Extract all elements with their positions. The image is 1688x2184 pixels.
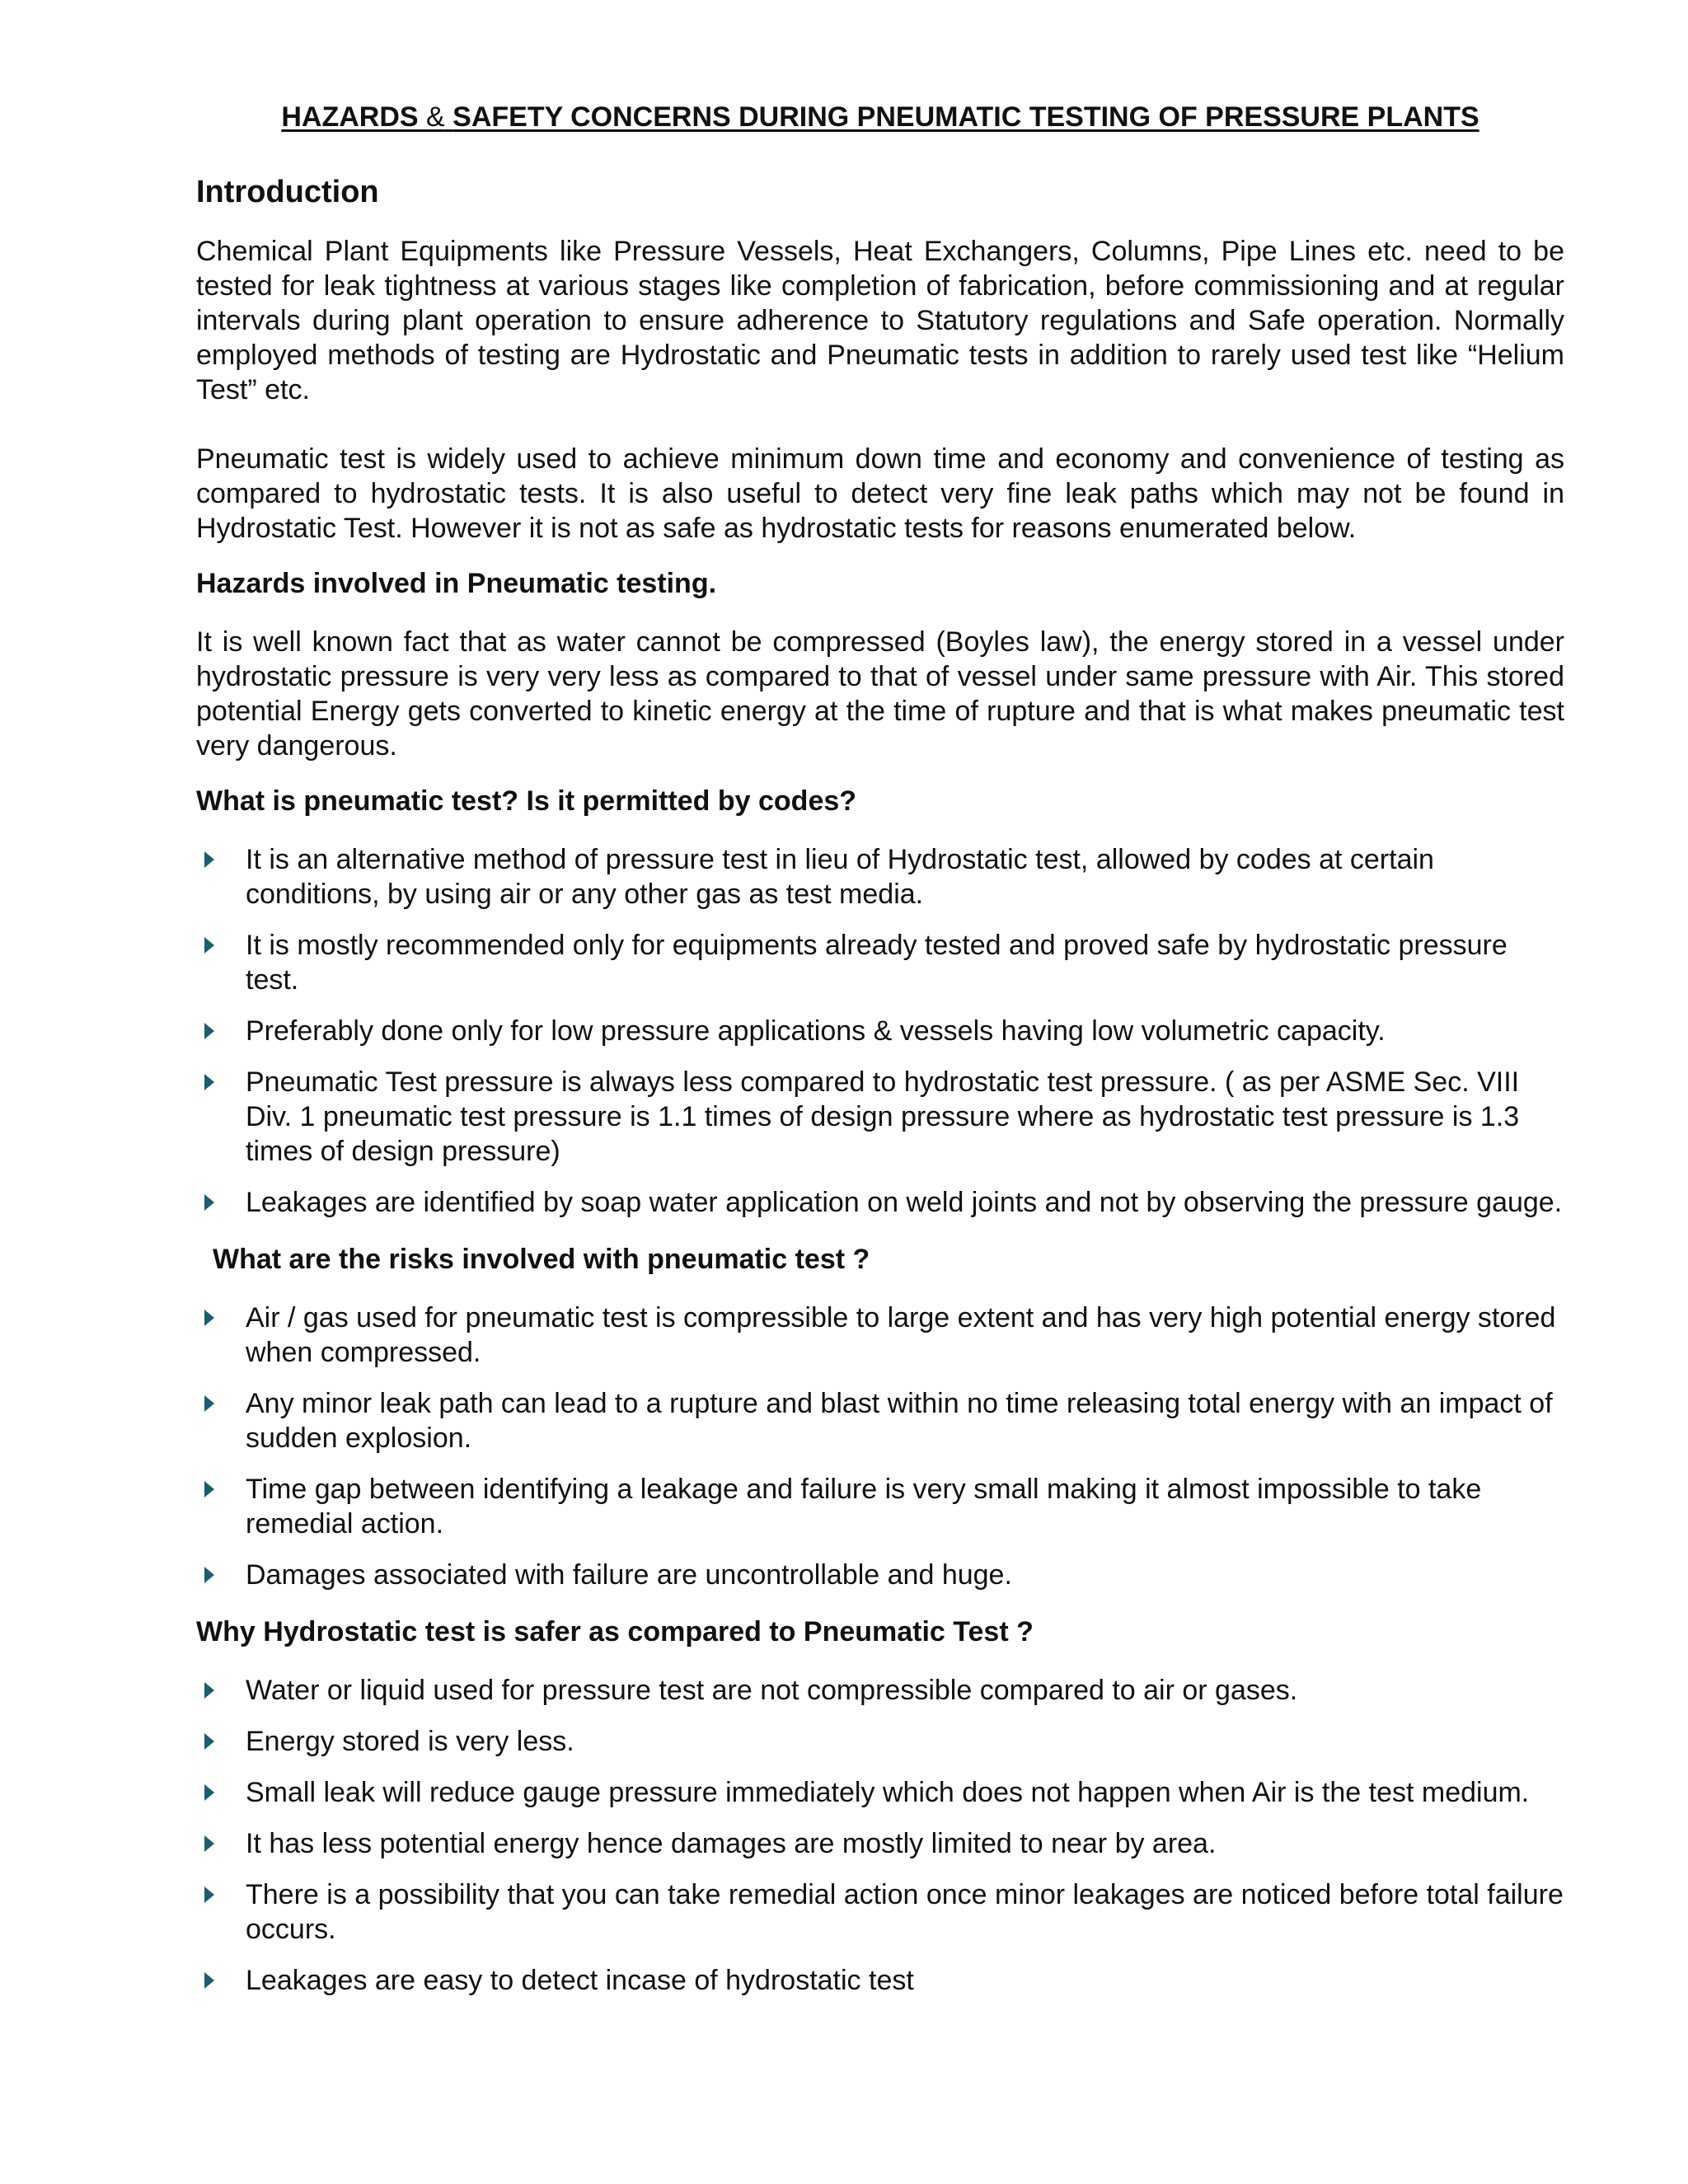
list-item (196, 1775, 1564, 1810)
list-item-text: Energy stored is very less. (246, 1726, 574, 1757)
triangle-right-icon (204, 1784, 214, 1801)
list-item (196, 1014, 1564, 1048)
list-item-text: It is an alternative method of pressure test in lieu of Hydrostatic test, allowed by codes at certain conditions, by using air or any other gas as test media. (246, 844, 1434, 910)
triangle-right-icon (204, 1395, 214, 1412)
what-is-pneumatic-test-list (196, 842, 1564, 1220)
list-item (196, 842, 1564, 912)
list-item-text: There is a possibility that you can take remedial action once minor leakages are noticed before total failure occurs. (246, 1879, 1564, 1945)
list-item-text: It has less potential energy hence damages are mostly limited to near by area. (246, 1828, 1217, 1859)
list-item-text: Water or liquid used for pressure test are not compressible compared to air or gases. (246, 1675, 1298, 1706)
document-title (196, 97, 1564, 137)
title-ampersand: & (426, 101, 445, 133)
list-item-text: Pneumatic Test pressure is always less compared to hydrostatic test pressure. ( as per ASME Sec. VIII Div. 1 pneumatic test pressure is 1.1 times of design pressure where as hydrostatic test pressure is 1.3 times of design pressure) (246, 1066, 1520, 1167)
list-item (196, 1673, 1564, 1708)
list-item-text: Leakages are easy to detect incase of hydrostatic test (246, 1965, 914, 1996)
list-item-text: Damages associated with failure are uncontrollable and huge. (246, 1559, 1012, 1591)
list-item-text: Leakages are identified by soap water application on weld joints and not by observing the pressure gauge. (246, 1187, 1563, 1218)
why-hydrostatic-heading: Why Hydrostatic test is safer as compared to Pneumatic Test ? (196, 1616, 1034, 1647)
intro-paragraph-2: Pneumatic test is widely used to achieve minimum down time and economy and convenience of testing as compared to hydrostatic tests. It is also useful to detect very fine leak paths which may not be found in Hydrostatic Test. However it is not as safe as hydrostatic tests for reasons enumerated below. (196, 443, 1564, 544)
list-item (196, 1065, 1564, 1169)
list-item-text: Preferably done only for low pressure applications & vessels having low volumetric capacity. (246, 1015, 1386, 1047)
list-item-text: Small leak will reduce gauge pressure immediately which does not happen when Air is the test medium. (246, 1777, 1530, 1808)
triangle-right-icon (204, 937, 214, 954)
list-item (196, 1724, 1564, 1759)
triangle-right-icon (204, 1310, 214, 1326)
list-item-text: Air / gas used for pneumatic test is compressible to large extent and has very high potential energy stored when compressed. (246, 1302, 1556, 1368)
triangle-right-icon (204, 851, 214, 868)
list-item (196, 1386, 1564, 1455)
triangle-right-icon (204, 1886, 214, 1903)
list-item (196, 1185, 1564, 1220)
list-item (196, 1301, 1564, 1370)
triangle-right-icon (204, 1567, 214, 1583)
triangle-right-icon (204, 1481, 214, 1497)
triangle-right-icon (204, 1194, 214, 1211)
list-item (196, 928, 1564, 997)
list-item-text: Any minor leak path can lead to a rupture and blast within no time releasing total energy with an impact of sudden explosion. (246, 1388, 1553, 1454)
intro-paragraph-1: Chemical Plant Equipments like Pressure Vessels, Heat Exchangers, Columns, Pipe Lines etc. need to be tested for leak tightness at various stages like completion of fabrication, before commissioning and at regular intervals during plant operation to ensure adherence to Statutory regulations and Safe operation. Normally employed methods of testing are Hydrostatic and Pneumatic tests in addition to rarely used test like “Helium Test” etc. (196, 236, 1564, 405)
triangle-right-icon (204, 1733, 214, 1750)
introduction-heading: Introduction (196, 175, 379, 209)
title-part-1: HAZARDS (281, 101, 419, 133)
list-item (196, 1472, 1564, 1541)
triangle-right-icon (204, 1023, 214, 1039)
risks-heading: What are the risks involved with pneumatic test ? (213, 1244, 870, 1275)
list-item (196, 1877, 1564, 1947)
list-item (196, 1558, 1564, 1592)
triangle-right-icon (204, 1835, 214, 1852)
triangle-right-icon (204, 1682, 214, 1699)
list-item (196, 1963, 1564, 1998)
list-item (196, 1826, 1564, 1861)
triangle-right-icon (204, 1972, 214, 1989)
hazards-paragraph: It is well known fact that as water cannot be compressed (Boyles law), the energy stored in a vessel under hydrostatic pressure is very very less as compared to that of vessel under same pressure with Air. This stored potential Energy gets converted to kinetic energy at the time of rupture and that is what makes pneumatic test very dangerous. (196, 626, 1564, 762)
list-item-text: It is mostly recommended only for equipments already tested and proved safe by hydrostatic pressure test. (246, 930, 1507, 996)
list-item-text: Time gap between identifying a leakage and failure is very small making it almost impossible to take remedial action. (246, 1474, 1482, 1540)
title-part-2: SAFETY CONCERNS DURING PNEUMATIC TESTING OF PRESSURE PLANTS (452, 101, 1479, 133)
risks-list (196, 1301, 1564, 1592)
why-hydrostatic-list (196, 1673, 1564, 1998)
document-page (196, 97, 1564, 2019)
triangle-right-icon (204, 1074, 214, 1090)
what-is-pneumatic-test-heading: What is pneumatic test? Is it permitted by codes? (196, 785, 857, 817)
hazards-heading: Hazards involved in Pneumatic testing. (196, 568, 717, 599)
